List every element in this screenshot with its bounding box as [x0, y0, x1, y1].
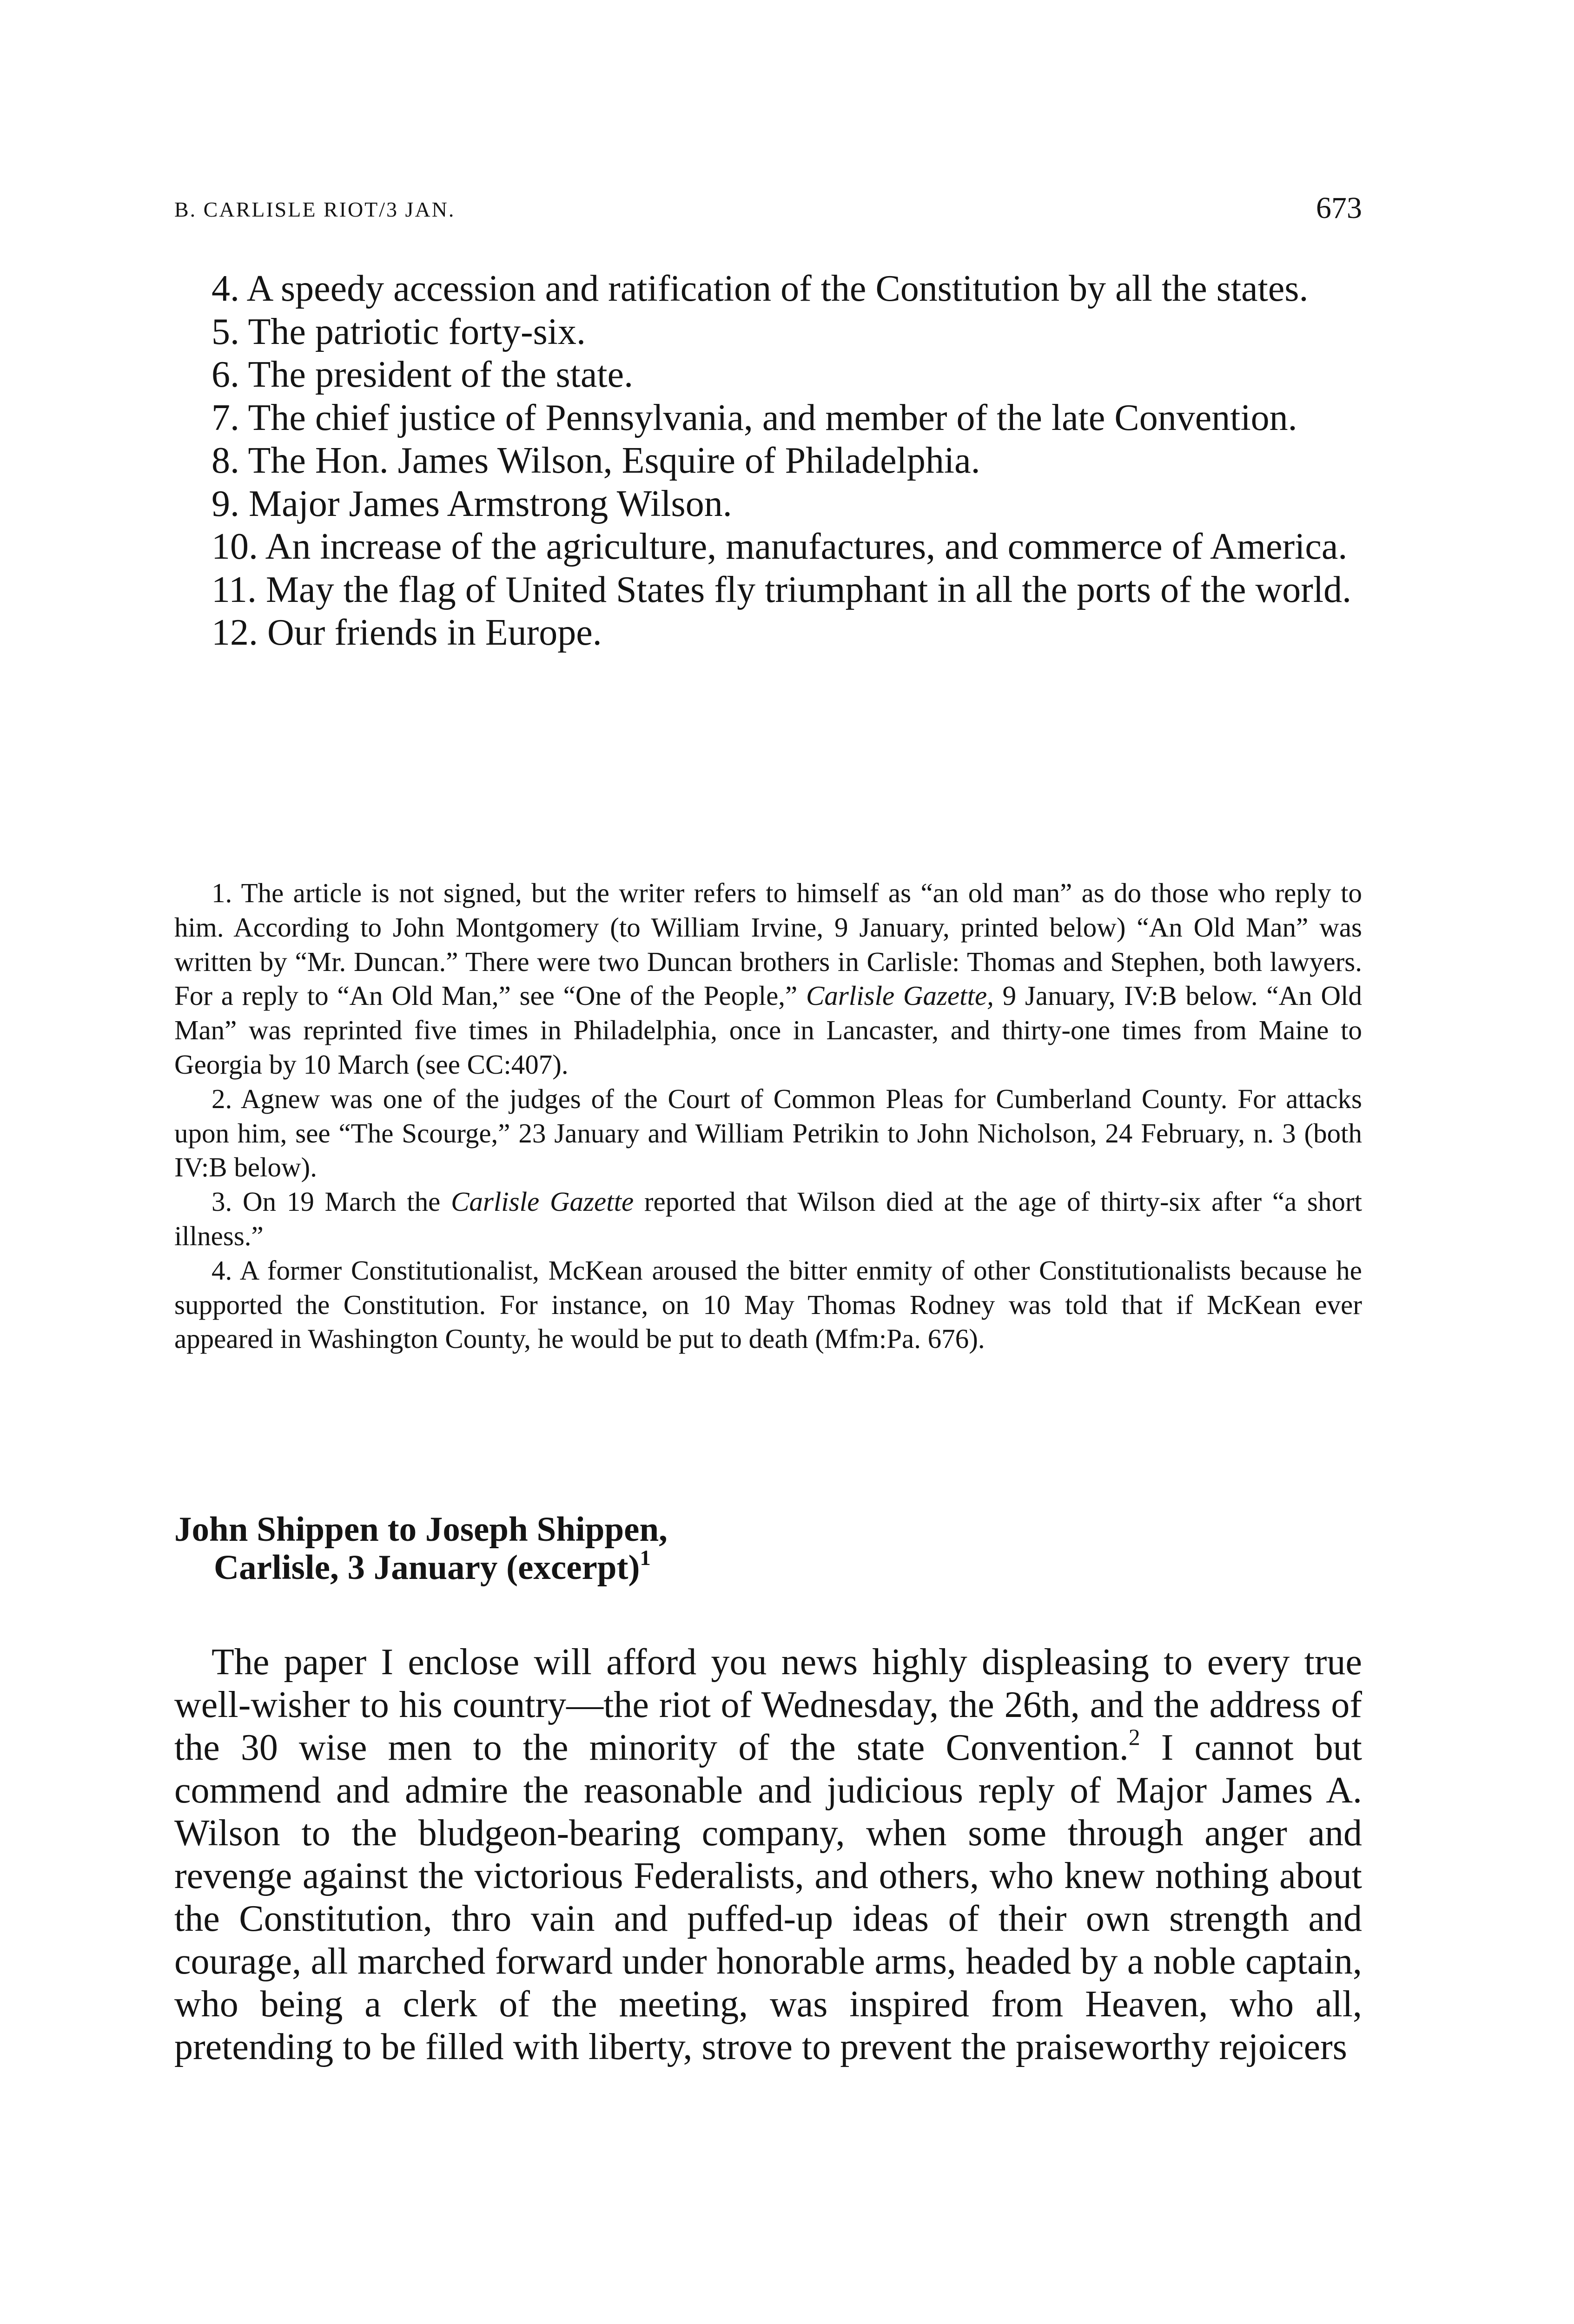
- toast-item: 7. The chief justice of Pennsylvania, and member of the late Convention.: [212, 397, 1297, 438]
- footnote-3: [174, 1185, 1362, 1254]
- footnotes: [174, 876, 1362, 1356]
- letter-body-text: The paper I enclose will afford you news highly displeasing to every true well-wisher to his country—the riot of Wednesday, the 26th, and the address of the 30 wise men to the minority of the state Convention.: [174, 1642, 1362, 1768]
- letter-heading-line-2-text: Carlisle, 3 January (excerpt): [214, 1548, 640, 1587]
- toast-item: 12. Our friends in Europe.: [212, 612, 602, 653]
- footnote-1-text: 1. The article is not signed, but the writer refers to himself as “an old man” as do those who reply to him. According to John Montgomery (to William Irvine, 9 January, printed below) “An Old Man” was written by “Mr. Duncan.” There were two Duncan brothers in Carlisle: Thomas and Stephen, both lawyers. For a reply to “An Old Man,” see “One of the People,”: [174, 878, 1362, 1011]
- running-title: B. CARLISLE RIOT/3 JAN.: [174, 198, 456, 221]
- letter-heading: [174, 1511, 1362, 1587]
- footnote-3-text-end: reported that Wilson died at the age of thirty-six after “a short illness.”: [174, 1186, 1362, 1251]
- footnote-2: 2. Agnew was one of the judges of the Court of Common Pleas for Cumberland County. For attacks upon him, see “The Scourge,” 23 January and William Petrikin to John Nicholson, 24 February, n. 3 (both IV:B below).: [174, 1083, 1362, 1183]
- letter-heading-line-1: John Shippen to Joseph Shippen,: [174, 1510, 668, 1549]
- letter-body-text-cont: I cannot but commend and admire the reasonable and judicious reply of Major James A. Wilson to the bludgeon-bearing company, when some through anger and revenge against the victorious Federalists, and others, who knew nothing about the Constitution, thro vain and puffed-up ideas of their own strength and courage, all marched forward under honorable arms, headed by a noble captain, who being a clerk of the meeting, was inspired from Heaven, who all, pretending to be filled with liberty, strove to prevent the praiseworthy rejoicers: [174, 1727, 1362, 2067]
- toast-item: 6. The president of the state.: [212, 354, 634, 395]
- letter-body: [174, 1641, 1362, 2068]
- footnote-3-text: 3. On 19 March the: [212, 1186, 451, 1217]
- heading-note-ref: 1: [640, 1546, 651, 1570]
- toast-item: 8. The Hon. James Wilson, Esquire of Philadelphia.: [212, 440, 980, 481]
- footnote-1-italic: Carlisle Gazette,: [806, 980, 994, 1011]
- toast-item: 11. May the flag of United States fly triumphant in all the ports of the world.: [212, 569, 1352, 610]
- footnote-4: 4. A former Constitutionalist, McKean aroused the bitter enmity of other Constitutionalists because he supported the Constitution. For instance, on 10 May Thomas Rodney was told that if McKean ever appeared in Washington County, he would be put to death (Mfm:Pa. 676).: [174, 1254, 1362, 1354]
- running-head: [174, 191, 1362, 232]
- body-note-ref: 2: [1128, 1724, 1140, 1750]
- letter-heading-line-2: [174, 1546, 1362, 1587]
- toast-item: 9. Major James Armstrong Wilson.: [212, 483, 732, 524]
- footnote-3-italic: Carlisle Gazette: [451, 1186, 634, 1217]
- toast-item: 5. The patriotic forty-six.: [212, 311, 586, 352]
- toast-list: [174, 267, 1362, 654]
- toast-item: 4. A speedy accession and ratification of the Constitution by all the states.: [212, 268, 1309, 309]
- toast-item: 10. An increase of the agriculture, manufactures, and commerce of America.: [212, 526, 1348, 567]
- footnote-1: [174, 876, 1362, 1082]
- page-number: 673: [1316, 191, 1362, 225]
- footnote-1-text-end: 9 January, IV:B below. “An Old Man” was reprinted five times in Philadelphia, once in Lancaster, and thirty-one times from Maine to Georgia by 10 March (see CC:407).: [174, 980, 1362, 1080]
